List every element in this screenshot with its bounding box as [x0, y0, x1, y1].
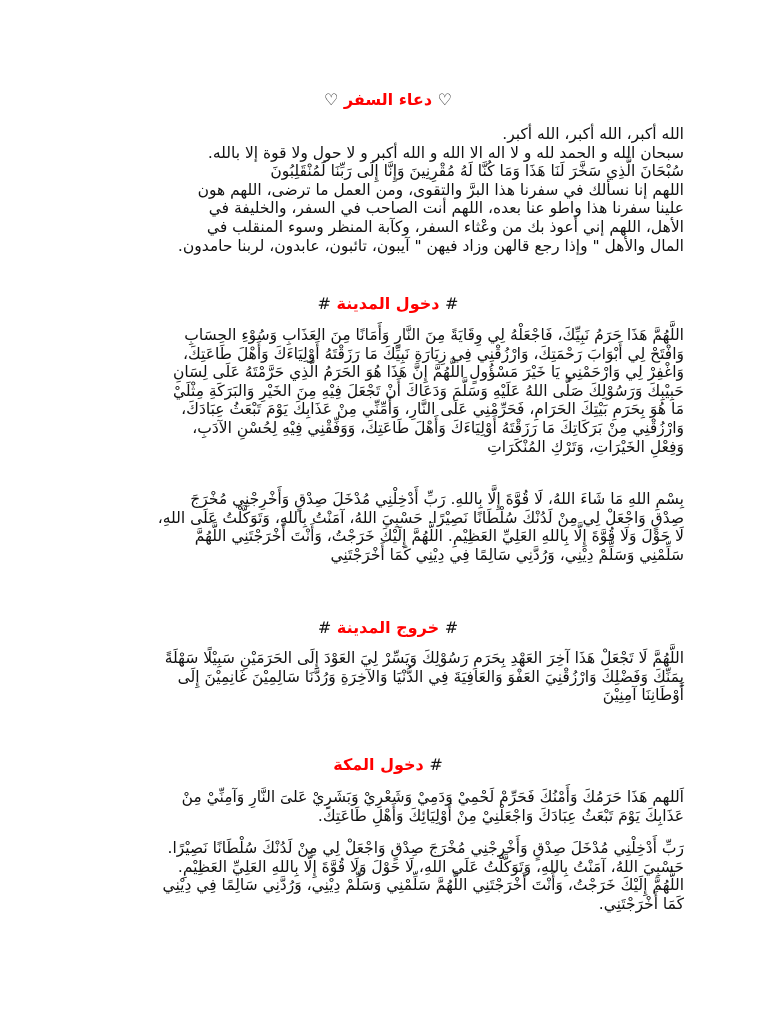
text-line: كَمَا أَخْرَجْتَنِي.	[598, 894, 684, 913]
text-line: بِسْمِ اللهِ مَا شَاءَ اللهُ، لَا قُوَّةَ إِلَّا بِاللهِ. رَبِّ أَدْخِلْنِي مُدْخَلَ صِدْقٍ وَأَخْرِجْنِي مُخْرَجَ	[190, 490, 684, 508]
text-line: وَافْتَحْ لِي أَبْوَابَ رَحْمَتِكَ، وَارْزُقْنِي فِي زِيَارَةِ نَبِيِّكَ مَا رَزَقْتَهُ أَوْلِيَاءَكَ وَأَهْلَ طَاعَتِكَ،	[182, 344, 684, 363]
text-line: بِمَنِّكَ وَفَضْلِكَ وَارْزُقْنِيَ العَفْوَ وَالعَافِيَةَ فِي الدُّنْيَا وَالآخِرَةِ وَرُدَّنَا سَالِمِيْنَ غَانِمِيْنَ إِلَى	[177, 667, 684, 686]
paragraph-leaving-madinah	[92, 649, 684, 705]
hash-symbol: #	[317, 294, 331, 313]
section-title-text: دعاء السفر	[343, 90, 433, 109]
text-line: اللَّهُمَّ هَذَا حَرَمُ نَبِيِّكَ، فَاجْعَلْهُ لِي وِقَايَةً مِنَ النَّارِ وَأَمَانًا مِنَ العَذَابِ وَسُوْءِ الحِسَابِ	[184, 326, 684, 344]
hash-symbol: #	[317, 618, 332, 637]
text-line: اللَّهُمَّ إِلَيْكَ خَرَجْتُ، وَأَنْتَ أَخْرَجْتَنِي اللَّهُمَّ سَلِّمْنِي وَسَلِّمْ دِيْنِي، وَرُدَّنِي سَالِمًا فِي دِيْنِي	[162, 876, 684, 895]
paragraph-travel-dua	[92, 125, 684, 255]
text-line: الأهل، اللهم إني أعوذ بك من وعْثاء السفر، وكآبة المنظر وسوء المنقلب في	[206, 217, 684, 236]
text-line: اللهم إنا نسألك في سفرنا هذا البرَّ والتقوى، ومن العمل ما ترضى، اللهم هون	[197, 180, 684, 199]
text-line: حَبِيْبِكَ وَرَسُوْلِكَ صَلَّى اللهُ عَلَيْهِ وَسَلَّمَ وَدَعَاكَ أَنْ تَجْعَلَ فِيْهِ مِنَ الخَيْرِ وَالبَرَكَةِ مِثْلَيْ	[172, 381, 684, 400]
text-line: سبحان الله و الحمد لله و لا اله الا الله و الله أكبر و لا حول ولا قوة إلا بالله.	[207, 143, 684, 162]
text-line: اللَّهُمَّ لَا تَجْعَلْ هَذَا آخِرَ العَهْدِ بِحَرَمِ رَسُوْلِكَ وَيَسِّرْ لِيَ العَوْدَ إِلَى الحَرَمَيْنِ سَبِيْلًا سَهْلَةً	[164, 649, 684, 667]
text-line: المال والأهل " وإذا رجع قالهن وزاد فيهن " آيبون، تائبون، عابدون، لربنا حامدون.	[177, 236, 684, 255]
heart-icon: ♡	[437, 90, 452, 109]
text-line: وَارْزُقْنِي مِنْ بَرَكَاتِكَ مَا رَزَقْتَهُ أَوْلِيَاءَكَ وَأَهْلَ طَاعَتِكَ، وَوَفِّقْنِي فِيْهِ لِحُسْنِ الآدَبِ،	[192, 418, 684, 437]
hash-symbol: #	[429, 755, 443, 774]
text-line: أَوْطَانِنَا آمِنِيْنَ	[602, 686, 684, 705]
paragraph-entering-makkah-2	[92, 839, 684, 913]
section-title-travel-dua	[92, 90, 684, 110]
section-title-leaving-madinah	[92, 618, 684, 638]
section-title-text: دخول المدينة	[336, 294, 440, 313]
text-line: الله أكبر، الله أكبر، الله أكبر.	[502, 125, 684, 143]
text-line: وَاغْفِرْ لِي وَارْحَمْنِي يَا خَيْرَ مَسْؤُولٍ اللَّهُمَّ إِنَّ هَذَا هُوَ الحَرَمُ الَّذِي حَرَّمْتَهُ عَلَى لِسَانِ	[172, 363, 684, 382]
paragraph-entering-makkah-1	[92, 788, 684, 825]
text-line: صِدْقٍ وَاجْعَلْ لِي مِنْ لَدُنْكَ سُلْطَانًا نَصِيْرًا. حَسْبِيَ اللهُ، آمَنْتُ بِاللهِ، وَتَوَكَّلْتُ عَلَى اللهِ،	[157, 508, 684, 527]
text-line: رَبِّ أَدْخِلْنِي مُدْخَلَ صِدْقٍ وَأَخْرِجْنِي مُخْرَجَ صِدْقٍ وَاجْعَلْ لِي مِنْ لَدُنْكَ سُلْطَانًا نَصِيْرًا.	[167, 839, 684, 857]
text-line: سَلِّمْنِي وَسَلِّمْ دِيْنِي، وَرُدَّنِي سَالِمًا فِي دِيْنِي كَمَا أَخْرَجْتَنِي	[330, 545, 684, 564]
text-line: سُبْحَانَ الَّذِي سَخَّرَ لَنَا هَذَا وَمَا كُنَّا لَهُ مُقْرِنِينَ وَإِنَّا إِلَى رَبِّنَا لَمُنْقَلِبُونَ	[270, 162, 684, 181]
paragraph-entering-madinah-2	[92, 490, 684, 564]
text-line: وَفِعْلِ الخَيْرَاتِ، وَتَرْكِ المُنْكَرَاتِ	[487, 437, 684, 456]
text-line: مَا هُوَ بِحَرَمِ بَيْتِكَ الحَرَامِ، فَحَرِّمْنِي عَلَى النَّارِ، وَأَمِّنِّي مِنْ عَذَابِكَ يَوْمَ تَبْعَثُ عِبَادَكَ،	[181, 400, 684, 419]
text-line: حَسْبِيَ اللهُ، آمَنْتُ بِاللهِ، وَتَوَكَّلْتُ عَلَى اللهِ، لَا حَوْلَ وَلَا قُوَّةَ إِلَّا بِاللهِ العَلِيِّ العَظِيْمِ.	[177, 857, 684, 876]
section-title-text: خروج المدينة	[336, 618, 440, 637]
text-line: لَا حَوْلَ وَلَا قُوَّةَ إِلَّا بِاللهِ العَلِيِّ العَظِيْمِ. اللَّهُمَّ إِلَيْكَ خَرَجْتُ، وَأَنْتَ أَخْرَجْتَنِي اللَّهُمَّ	[194, 527, 684, 546]
heart-icon: ♡	[324, 90, 339, 109]
document-page	[92, 0, 684, 1024]
section-title-text: دخول المكة	[333, 755, 424, 774]
section-title-entering-makkah	[92, 755, 684, 775]
section-title-entering-madinah	[92, 294, 684, 314]
hash-symbol: #	[445, 294, 459, 313]
text-line: عَذَابِكَ يَوْمَ تَبْعَثُ عِبَادَكَ وَاجْعَلْنِيْ مِنْ أَوْلِيَائِكَ وَأَهْلِ طَاعَتِكَ.	[317, 806, 684, 825]
text-line: اَللهم هَذَا حَرَمُكَ وَأَمْنُكَ فَحَرِّمْ لَحْمِيْ وَدَمِيْ وَشَعْرِيْ وَبَشَرِيْ عَلىَ النَّارِ وَآمِنِّيْ مِنْ	[181, 788, 684, 806]
paragraph-entering-madinah-1	[92, 326, 684, 456]
hash-symbol: #	[444, 618, 459, 637]
text-line: علينا سفرنا هذا واطو عنا بعده، اللهم أنت الصاحب في السفر، والخليفة في	[208, 199, 684, 218]
